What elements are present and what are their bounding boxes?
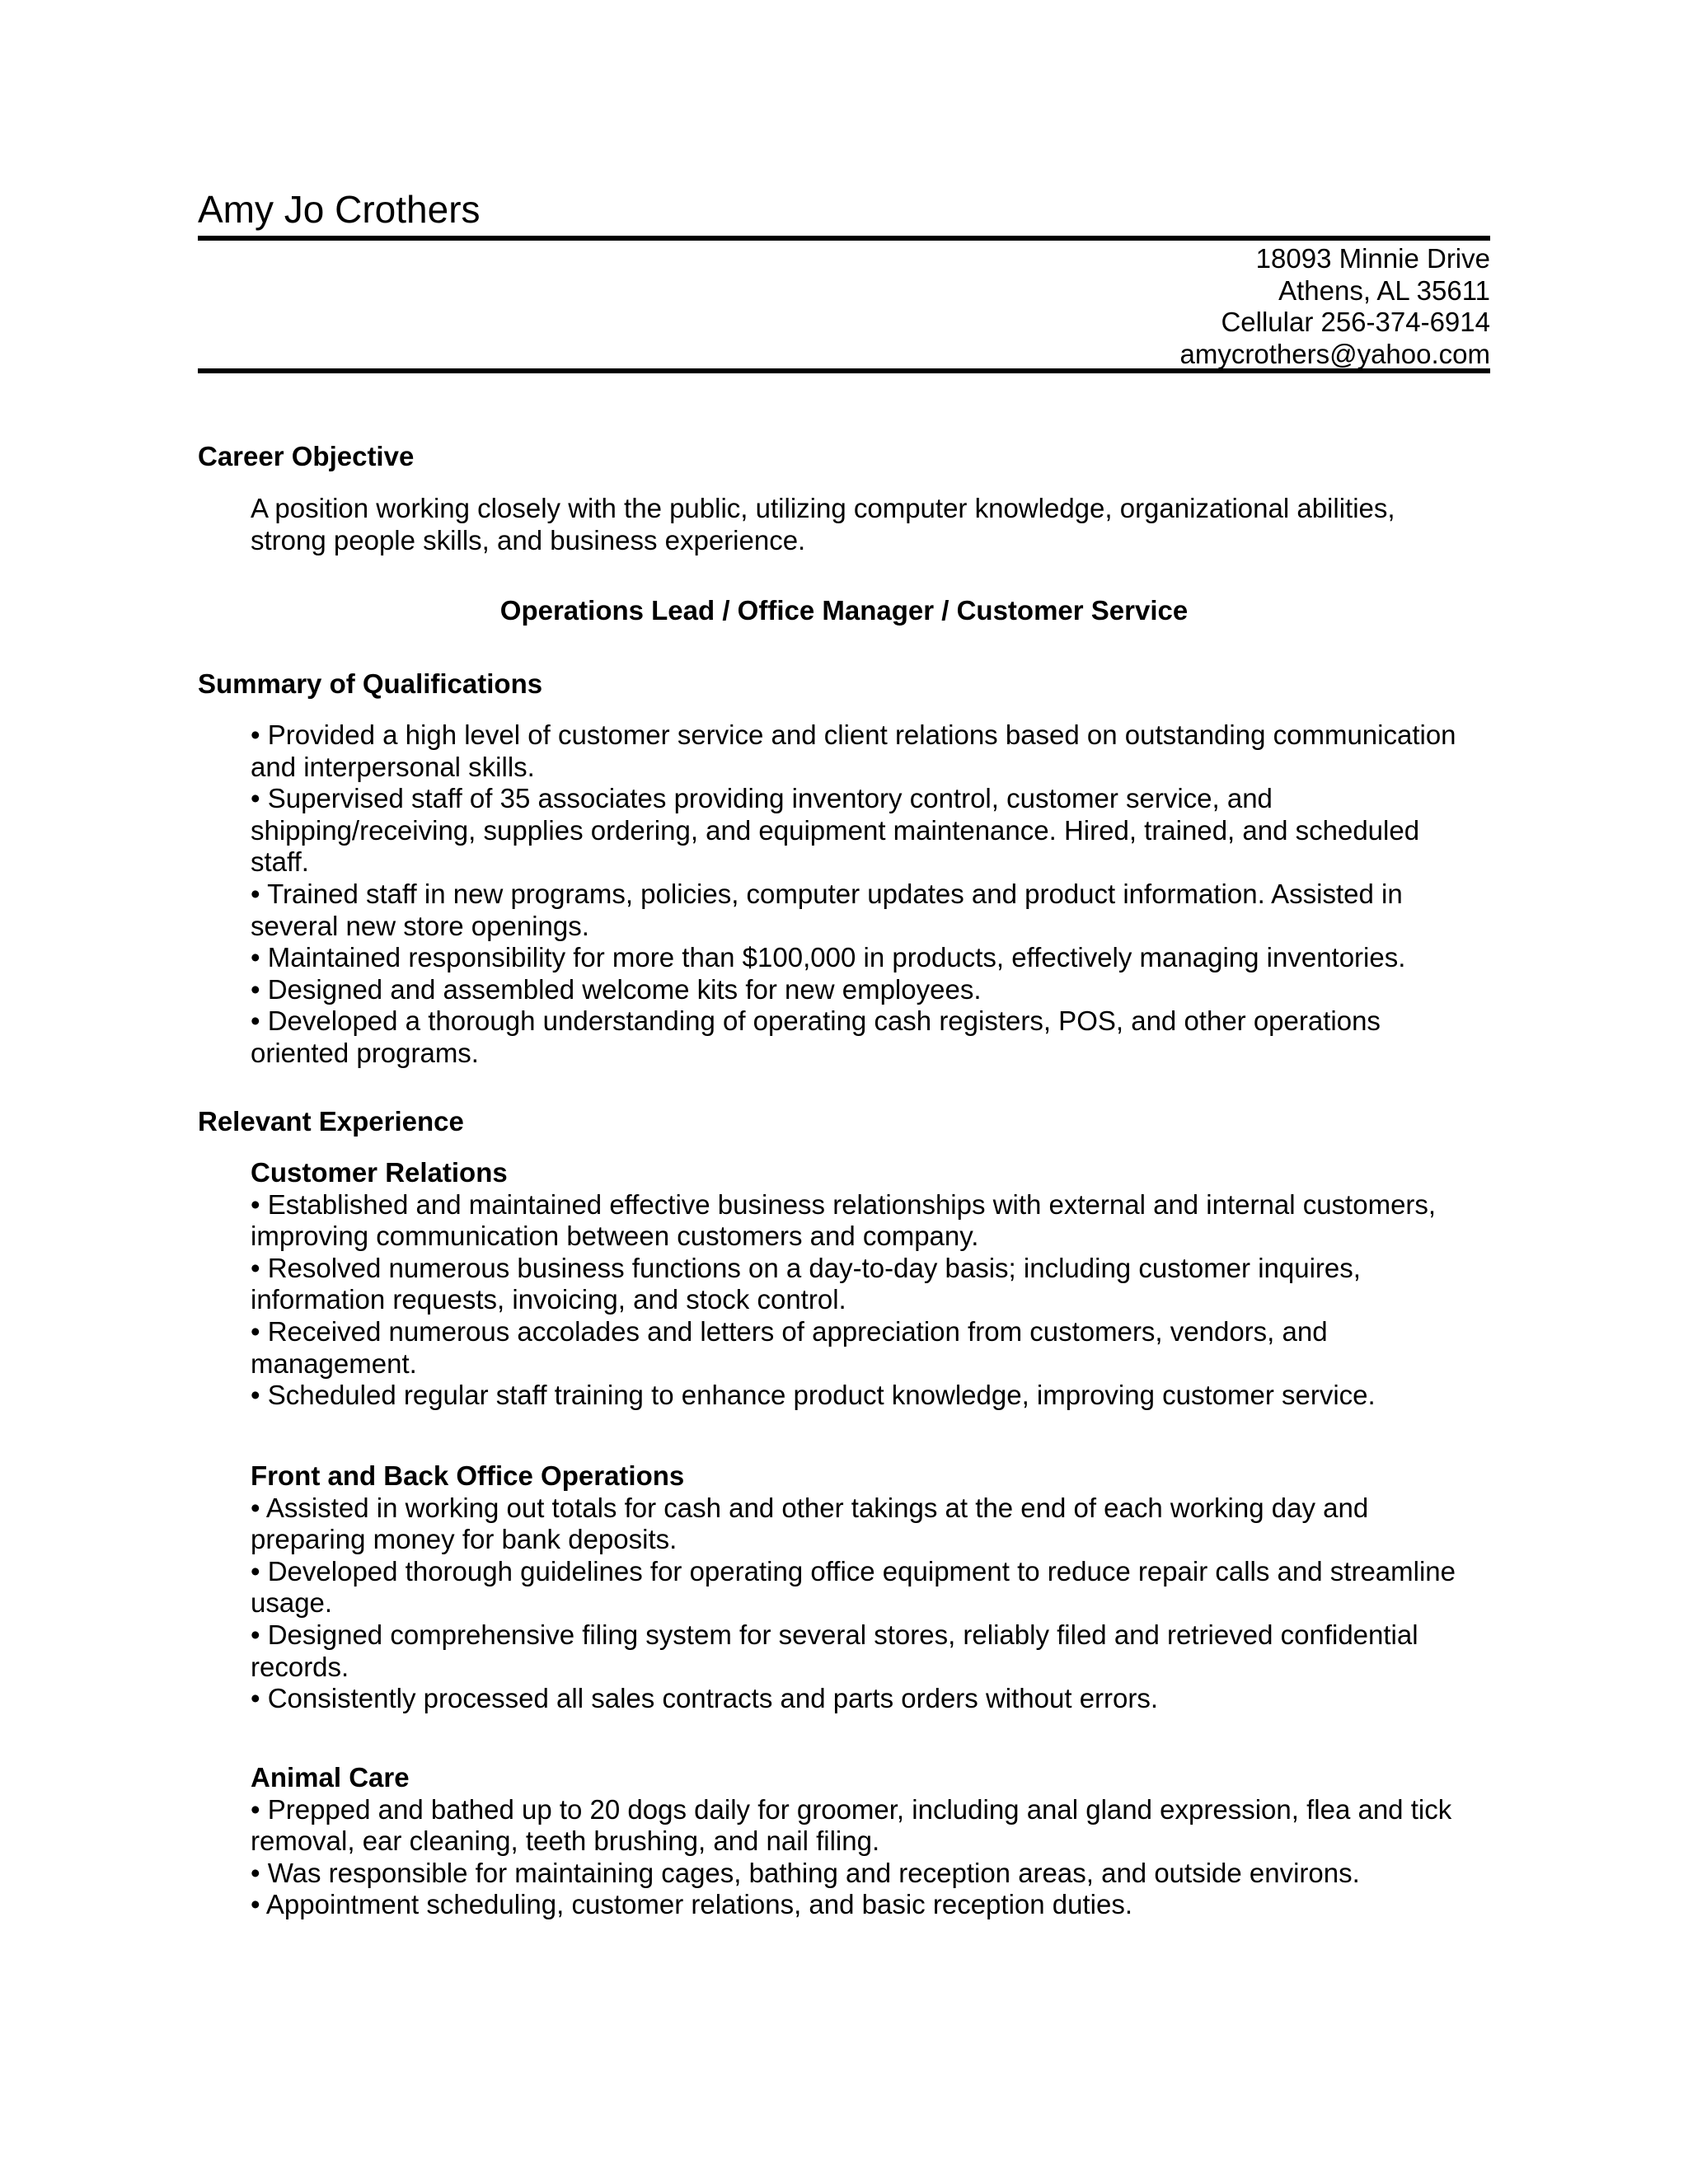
headline: Operations Lead / Office Manager / Customer Service [499,595,1189,626]
experience-line: • Received numerous accolades and letters of appreciation from customers, vendors, and [251,1315,1328,1347]
summary-line: • Developed a thorough understanding of operating cash registers, POS, and other operations [251,1005,1381,1037]
experience-group-customer-relations [251,1157,1487,1412]
experience-group-title: Customer Relations [251,1157,508,1188]
experience-line: removal, ear cleaning, teeth brushing, and nail filing. [251,1825,880,1857]
summary-line: • Trained staff in new programs, policies, computer updates and product information. Assisted in [251,878,1403,909]
summary-line: and interpersonal skills. [251,751,535,782]
experience-line: information requests, invoicing, and stock control. [251,1284,846,1315]
experience-line: • Was responsible for maintaining cages, bathing and reception areas, and outside environs. [251,1857,1360,1888]
summary-list [251,719,1487,1070]
phone-number: Cellular 256-374-6914 [1221,307,1490,337]
experience-line: records. [251,1651,349,1682]
header-rule-bottom [198,368,1490,373]
experience-title: Relevant Experience [198,1106,464,1137]
experience-line: • Scheduled regular staff training to enhance product knowledge, improving customer service. [251,1380,1376,1411]
experience-group-animal-care [251,1762,1487,1921]
experience-line: improving communication between customers and company. [251,1221,979,1252]
address-line: 18093 Minnie Drive [1255,243,1490,274]
summary-line: • Supervised staff of 35 associates providing inventory control, customer service, and [251,783,1273,814]
city-state-zip: Athens, AL 35611 [1278,274,1490,306]
experience-group-office-operations [251,1460,1487,1715]
header-rule-top [198,236,1490,241]
experience-line: management. [251,1347,417,1379]
summary-line: oriented programs. [251,1037,479,1068]
experience-line: • Developed thorough guidelines for operating office equipment to reduce repair calls and streamline [251,1555,1456,1586]
text-line: strong people skills, and business experience. [251,524,806,555]
applicant-name: Amy Jo Crothers [198,188,481,231]
career-objective-text [251,493,1487,556]
experience-line: preparing money for bank deposits. [251,1524,678,1555]
summary-line: several new store openings. [251,910,589,941]
summary-line: shipping/receiving, supplies ordering, and equipment maintenance. Hired, trained, and scheduled [251,814,1420,846]
experience-line: usage. [251,1587,333,1619]
career-objective-title: Career Objective [198,441,415,471]
summary-line: staff. [251,846,309,878]
experience-line: • Appointment scheduling, customer relations, and basic reception duties. [251,1889,1133,1920]
email-address: amycrothers@yahoo.com [1179,338,1490,369]
summary-title: Summary of Qualifications [198,668,543,699]
summary-line: • Provided a high level of customer service and client relations based on outstanding communication [251,719,1456,750]
experience-line: • Designed comprehensive filing system for several stores, reliably filed and retrieved confidential [251,1619,1418,1650]
experience-group-title: Front and Back Office Operations [251,1460,685,1491]
contact-block [1180,243,1490,370]
experience-line: • Established and maintained effective business relationships with external and internal customers, [251,1188,1437,1220]
experience-group-title: Animal Care [251,1762,410,1793]
summary-line: • Designed and assembled welcome kits for new employees. [251,973,982,1005]
experience-line: • Consistently processed all sales contracts and parts orders without errors. [251,1683,1159,1714]
summary-line: • Maintained responsibility for more than $100,000 in products, effectively managing inventories. [251,942,1406,973]
experience-line: • Prepped and bathed up to 20 dogs daily for groomer, including anal gland expression, flea and tick [251,1793,1452,1825]
experience-line: • Resolved numerous business functions on a day-to-day basis; including customer inquires, [251,1252,1361,1283]
text-line: A position working closely with the public, utilizing computer knowledge, organizational abilities, [251,493,1395,523]
experience-line: • Assisted in working out totals for cash and other takings at the end of each working day and [251,1492,1369,1523]
